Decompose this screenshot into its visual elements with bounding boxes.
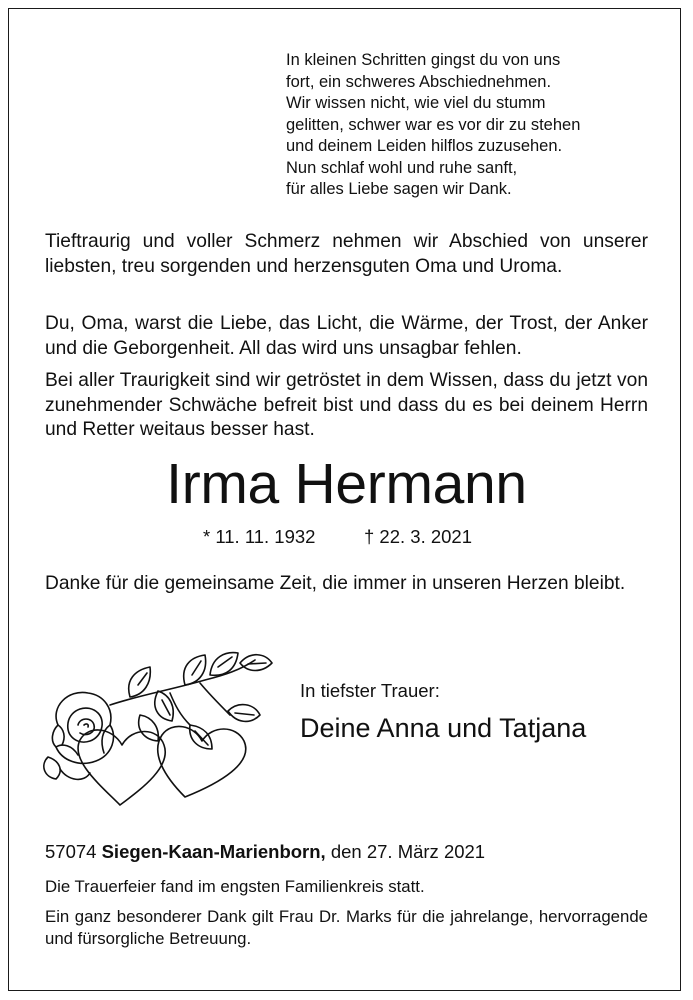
poem bbox=[286, 50, 656, 201]
roses-and-hearts-icon bbox=[40, 645, 290, 815]
poem-line: fort, ein schweres Abschiednehmen. bbox=[286, 72, 552, 91]
death-date: † 22. 3. 2021 bbox=[364, 526, 473, 547]
poem-line: und deinem Leiden hilflos zuzusehen. bbox=[286, 137, 563, 155]
poem-line: Nun schlaf wohl und ruhe sanft, bbox=[286, 158, 518, 177]
poem-line: In kleinen Schritten gingst du von uns bbox=[286, 51, 561, 69]
poem-line: Wir wissen nicht, wie viel du stumm bbox=[286, 94, 546, 112]
comfort-paragraph: Bei aller Traurigkeit sind wir getröstet in dem Wissen, dass du jetzt von zunehmender Schwäche befreit bist und dass du es bei deinem Herrn und Retter weitaus besser hast. bbox=[45, 370, 648, 440]
farewell-paragraph: Tieftraurig und voller Schmerz nehmen wir Abschied von unserer liebsten, treu sorgenden und herzensguten Oma und Uroma. bbox=[45, 231, 648, 277]
place-and-date bbox=[45, 841, 485, 863]
funeral-note: Die Trauerfeier fand im engsten Familienkreis statt. bbox=[45, 877, 425, 896]
tribute-paragraph: Du, Oma, warst die Liebe, das Licht, die Wärme, der Trost, der Anker und die Geborgenheit. All das wird uns unsagbar fehlen. bbox=[45, 313, 648, 359]
poem-line: gelitten, schwer war es vor dir zu stehen bbox=[286, 115, 581, 134]
mourner-names: Deine Anna und Tatjana bbox=[300, 713, 587, 743]
notice-date: den 27. März 2021 bbox=[330, 841, 486, 862]
doctor-thanks-note: Ein ganz besonderer Dank gilt Frau Dr. Marks für die jahrelange, hervorragende und fürsorgliche Betreuung. bbox=[45, 907, 648, 948]
poem-line: für alles Liebe sagen wir Dank. bbox=[286, 180, 512, 198]
mourning-label: In tiefster Trauer: bbox=[300, 680, 440, 701]
city-name: Siegen-Kaan-Marienborn, bbox=[101, 841, 326, 862]
zip-code: 57074 bbox=[45, 841, 97, 862]
thanks-paragraph: Danke für die gemeinsame Zeit, die immer in unseren Herzen bleibt. bbox=[45, 573, 626, 594]
deceased-name: Irma Hermann bbox=[166, 452, 527, 516]
birth-date: * 11. 11. 1932 bbox=[203, 526, 316, 547]
